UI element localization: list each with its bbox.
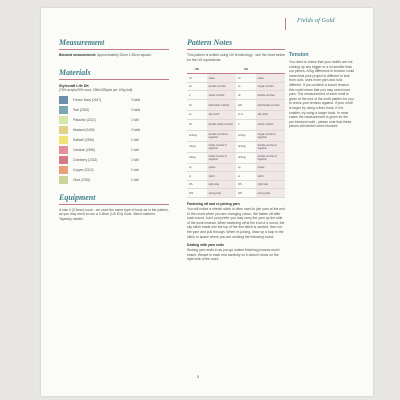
yarn-item [59,175,169,185]
ends-text: Sewing yarn ends in as you go makes finishing process much easier. Weave in each end carefully so it doesn't show on the right side of the work. [187,248,280,262]
uk-abbrev-cell: ch [187,74,207,83]
yarn-quantity: 2 balls [131,97,141,102]
yarn-swatch [59,166,68,174]
us-term-cell: half double crochet [256,100,285,111]
running-title: Fields of Gold [297,17,335,24]
yarn-name: Teal (2305) [73,107,89,112]
measurement-text: Blocked measurement: Approximately 25cm x 28cm square. [59,53,152,57]
terminology-row [187,152,285,163]
uk-abbrev-cell: tr [187,91,207,100]
title-accent-rule [285,18,286,30]
yarn-quantity: 1 ball [131,177,139,182]
yarn-swatch [59,136,68,144]
terminology-row [187,141,285,152]
terminology-row [187,91,285,100]
uk-term-cell: space [207,163,236,172]
us-abbrev-cell: WS [236,189,256,198]
equipment-heading: Equipment [59,192,96,202]
yarn-name: Olive (2392) [73,177,91,182]
yarn-name: Cranberry (2313) [73,157,98,162]
yarn-swatch [59,96,68,104]
terminology-row [187,172,285,181]
pattern-notes-intro: This pattern is written using UK terminology - see the chart below for the US equivalents. [187,53,285,62]
measurement-heading: Measurement [59,38,105,47]
yarn-name: Pistachio (2311) [73,117,96,122]
us-term-cell: treble crochet [256,119,285,130]
uk-abbrev-cell: dc [187,82,207,91]
right-column [289,52,355,129]
yarn-quantity: 1 ball [131,147,139,152]
tension-text: You need to check that your motifs are not coming up any bigger or a lot smaller than our pieces. A big difference in tension could mean that your project is different in size from ours, uses more yarn and look different. If you achieve a looser tension this could mean that you may need more yarn. The measurement of each motif is given at the end of the motif pattern for you to check your tension against. If your motif is larger try using a finer hook, if it is smaller, try using a larger hook. In most cases the measurement is given for the pre-blocked motif - please note that these pieces will stretch when blocked. [289,60,355,129]
yarn-quantity: 1 ball [131,167,139,172]
terminology-row [187,180,285,189]
uk-abbrev-cell: ss [187,111,207,120]
us-term-cell: single crochet [256,82,285,91]
left-column [59,38,169,222]
terminology-table [187,65,285,198]
header-us: US [236,65,256,74]
us-term-cell: double crochet [256,91,285,100]
yarn-name: Mustard (2406) [73,127,95,132]
pattern-notes-heading: Pattern Notes [187,38,233,47]
yarn-quantity: 2 balls [131,127,141,132]
yarn-item [59,135,169,145]
us-term-cell: single crochet 2 together [256,130,285,141]
us-abbrev-cell: ch [236,74,256,83]
yarn-quantity: 1 ball [131,157,139,162]
uk-term-cell: chain [207,74,236,83]
us-abbrev-cell: sc2tog [236,130,256,141]
materials-rule [59,79,169,80]
yarn-item [59,115,169,125]
uk-term-cell: treble crochet 2 together [207,141,236,152]
uk-abbrev-cell: dc2tog [187,130,207,141]
yarn-brand: Stylecraft Life DK [59,83,89,88]
terminology-table-body [187,74,285,198]
pattern-page [41,8,373,396]
yarn-swatch [59,106,68,114]
us-term-cell: wrong side [256,189,285,198]
terminology-row [187,163,285,172]
us-abbrev-cell: hdc [236,100,256,111]
us-abbrev-cell: RS [236,180,256,189]
page-number: 5 [197,374,200,379]
yarn-swatch [59,156,68,164]
us-term-cell: double crochet 3 together [256,152,285,163]
yarn-item [59,155,169,165]
middle-column [187,38,285,262]
uk-abbrev-cell: WS [187,189,207,198]
ends-heading: Dealing with yarn ends [187,243,224,248]
equipment-rule [59,204,169,205]
uk-abbrev-cell: htr [187,100,207,111]
uk-abbrev-cell: RS [187,180,207,189]
terminology-row [187,130,285,141]
uk-abbrev-cell: tr2tog [187,141,207,152]
yarn-item [59,95,169,105]
us-abbrev-cell: dc2tog [236,141,256,152]
uk-term-cell: double treble crochet [207,119,236,130]
yarn-swatch [59,126,68,134]
yarn-item [59,105,169,115]
terminology-row [187,82,285,91]
us-abbrev-cell: sp [236,163,256,172]
uk-term-cell: stitch [207,172,236,181]
uk-term-cell: slip stitch [207,111,236,120]
header-uk-desc [207,65,236,74]
uk-term-cell: treble crochet 3 together [207,152,236,163]
us-term-cell: slip stitch [256,111,285,120]
fastening-text: You will notice a stretch stitch is often used to join yarn at the end of the round when you are changing colour. We fasten off after each round, but if you prefer you may carry the yarn up the side of the work instead. When fastening off at the end of a round, the slip stitch made into the top of the first stitch is worked, then cut the yarn and pull through. When re-joining, draw up a loop in the stitch or space where you are working the following round. [187,207,285,239]
yarn-swatch [59,146,68,154]
uk-abbrev-cell: st [187,172,207,181]
yarn-description: (75% acrylic/25% wool, 298m/326yds per 100g ball) [59,87,133,92]
yarn-swatch [59,176,68,184]
uk-term-cell: double crochet 2 together [207,130,236,141]
yarn-item [59,165,169,175]
us-term-cell: chain [256,74,285,83]
tension-heading: Tension [289,52,309,58]
header-uk: UK [187,65,207,74]
yarn-item [59,145,169,155]
yarn-item [59,125,169,135]
us-abbrev-cell: sc [236,82,256,91]
yarn-quantity: 1 ball [131,137,139,142]
yarn-quantity: 1 ball [131,117,139,122]
terminology-row [187,100,285,111]
uk-term-cell: half treble crochet [207,100,236,111]
us-abbrev-cell: sl st [236,111,256,120]
pattern-notes-rule [187,49,285,50]
fastening-heading: Fastening off and re-joining yarn [187,202,240,207]
uk-term-cell: treble crochet [207,91,236,100]
equipment-text: A size 4 (3.5mm) hook - we used the same type of hook as in the pattern, as you may need to use a 3.5mm (US E/4) hook. Stitch markers. Tapestry needle. [59,207,169,221]
us-abbrev-cell: tr [236,119,256,130]
uk-term-cell: double crochet [207,82,236,91]
uk-abbrev-cell: dtr [187,119,207,130]
yarn-list [59,95,169,185]
us-term-cell: double crochet 2 together [256,141,285,152]
uk-abbrev-cell: tr3tog [187,152,207,163]
yarn-quantity: 2 balls [131,107,141,112]
yarn-swatch [59,116,68,124]
yarn-name: Copper (2312) [73,167,94,172]
terminology-header-row [187,65,285,74]
us-term-cell: right side [256,180,285,189]
terminology-row [187,119,285,130]
yarn-name: Cardinal (2396) [73,147,95,152]
us-term-cell: space [256,163,285,172]
uk-term-cell: wrong side [207,189,236,198]
uk-term-cell: right side [207,180,236,189]
us-abbrev-cell: dc [236,91,256,100]
us-abbrev-cell: dc3tog [236,152,256,163]
yarn-name: Daffodil (2396) [73,137,94,142]
us-term-cell: stitch [256,172,285,181]
terminology-row [187,74,285,83]
uk-abbrev-cell: sp [187,163,207,172]
header-us-desc [256,65,285,74]
terminology-row [187,111,285,120]
materials-heading: Materials [59,67,91,77]
terminology-row [187,189,285,198]
yarn-name: French Navy (2447) [73,97,102,102]
us-abbrev-cell: st [236,172,256,181]
measurement-rule [59,49,169,50]
